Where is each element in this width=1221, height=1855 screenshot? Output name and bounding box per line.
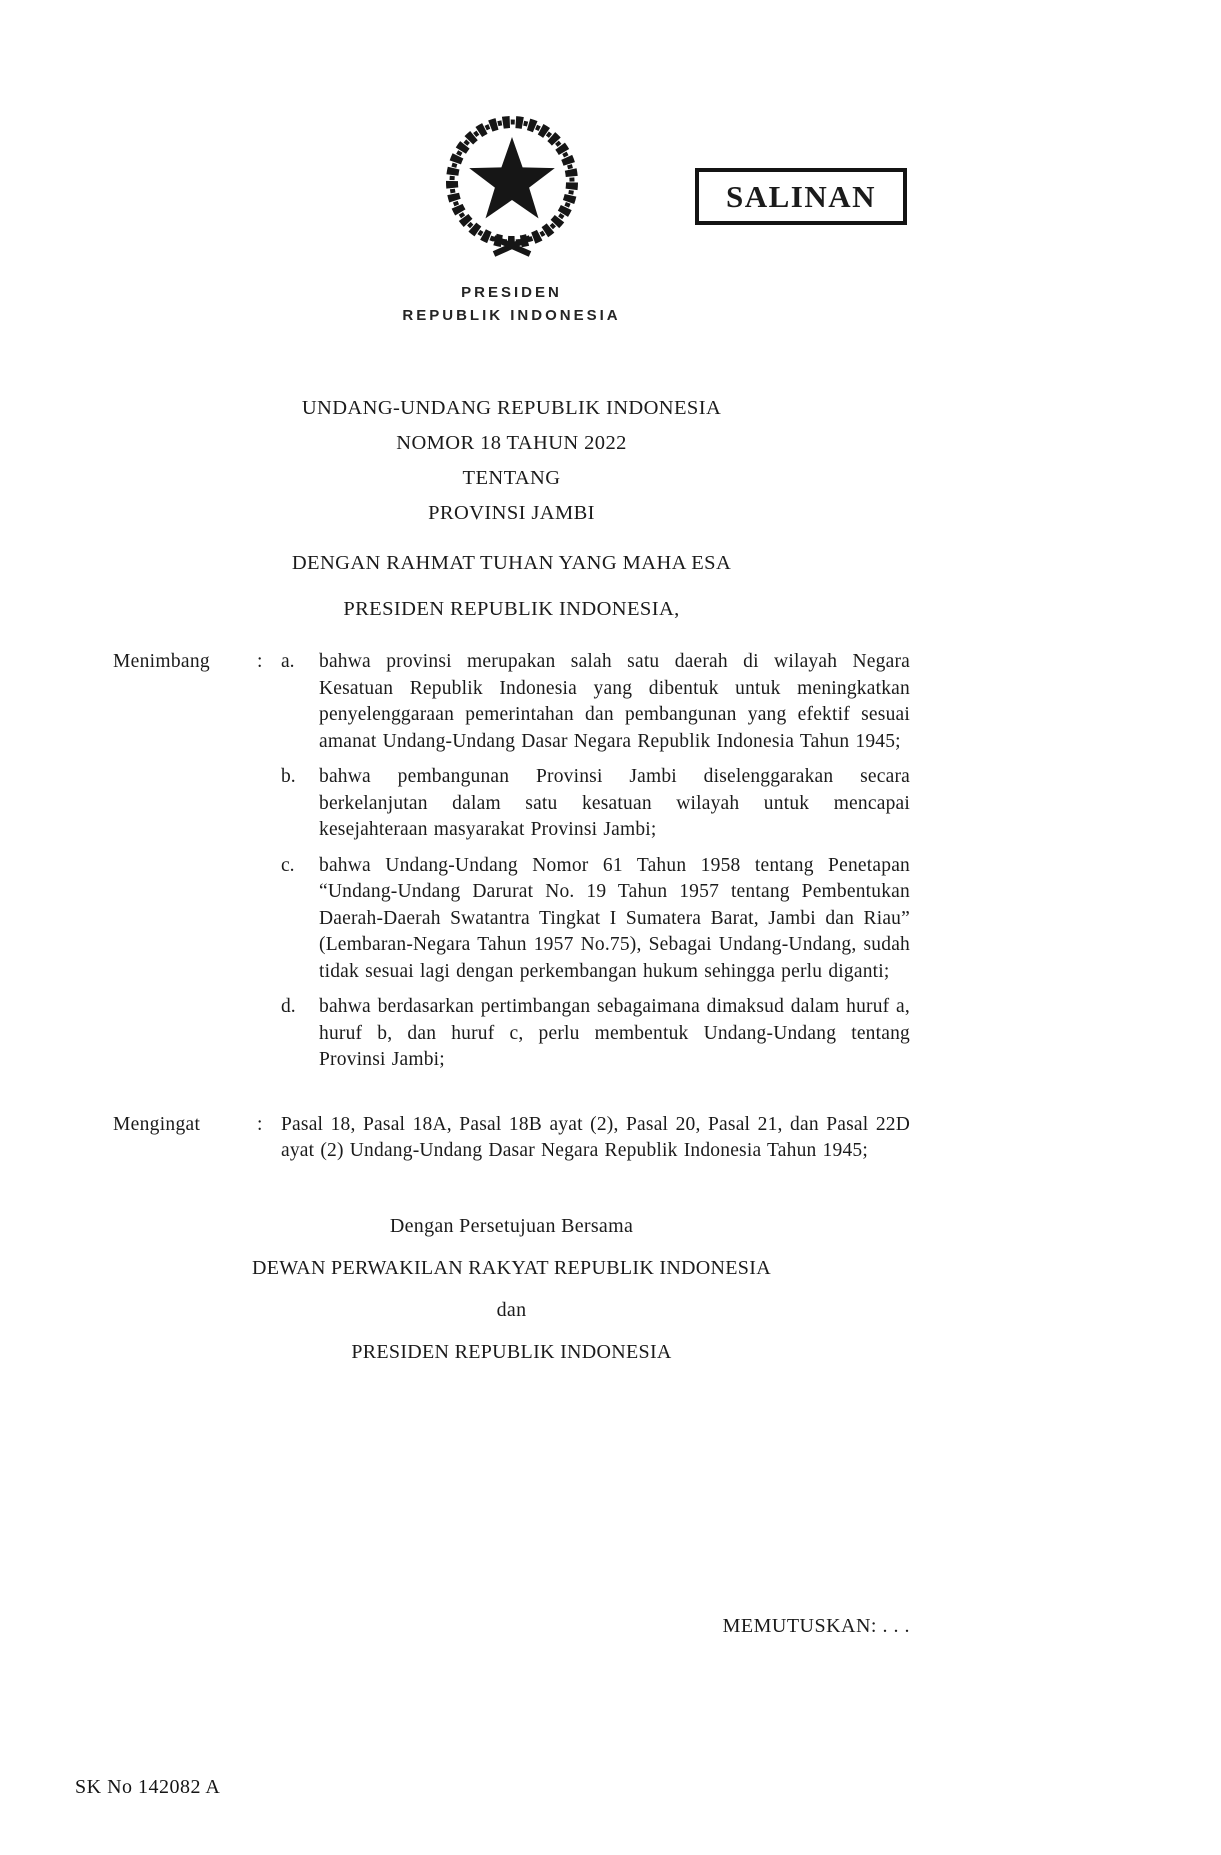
content-column [113,0,910,1638]
item-letter-b: b. [281,766,296,787]
agreement-line-2: DEWAN PERWAKILAN RAKYAT REPUBLIK INDONESIA [252,1256,771,1279]
title-line-2: NOMOR 18 TAHUN 2022 [396,432,627,454]
item-letter-a: a. [281,651,295,672]
considering-items [281,649,910,1074]
considering-clause [113,649,910,1074]
authority-line: PRESIDEN REPUBLIK INDONESIA, [343,598,680,620]
title-line-3: TENTANG [462,467,561,489]
item-text-d: bahwa berdasarkan pertimbangan sebagaimana dimaksud dalam huruf a, huruf b, dan huruf c, perlu membentuk Undang-Undang tentang Provinsi Jambi; [319,996,910,1070]
joint-agreement-block [113,1213,910,1365]
considering-colon: : [257,651,263,672]
recalling-clause [113,1112,910,1165]
considering-item-a [281,649,910,755]
agreement-line-4: PRESIDEN REPUBLIK INDONESIA [351,1340,672,1363]
sk-number: SK No 142082 A [75,1776,221,1798]
agreement-line-3: dan [496,1298,527,1321]
item-letter-d: d. [281,996,296,1017]
recalling-text: Pasal 18, Pasal 18A, Pasal 18B ayat (2), Pasal 20, Pasal 21, dan Pasal 22D ayat (2) Undang-Undang Dasar Negara Republik Indonesia Tahun 1945; [281,1113,910,1161]
star-wreath-seal-icon [428,108,596,266]
title-line-4: PROVINSI JAMBI [428,502,595,524]
item-letter-c: c. [281,854,295,876]
salinan-stamp-label: SALINAN [725,178,877,214]
item-text-b: bahwa pembangunan Provinsi Jambi diselenggarakan secara berkelanjutan dalam satu kesatuan wilayah untuk mencapai kesejahteraan masyarakat Provinsi Jambi; [319,766,910,840]
memutuskan-line: MEMUTUSKAN: . . . [722,1614,910,1637]
title-line-1: UNDANG-UNDANG REPUBLIK INDONESIA [301,397,722,419]
considering-item-d [281,994,910,1074]
recalling-colon: : [257,1113,263,1135]
considering-item-c [281,853,910,986]
item-text-c: bahwa Undang-Undang Nomor 61 Tahun 1958 tentang Penetapan “Undang-Undang Darurat No. 19 Tahun 1957 tentang Pembentukan Daerah-Daerah Swatantra Tingkat I Sumatera Barat, Jambi dan Riau” (Lembaran-Negara Tahun 1957 No.75), Sebagai Undang-Undang, sudah tidak sesuai lagi dengan perkembangan hukum sehingga perlu diganti; [319,854,910,982]
considering-label: Menimbang [113,651,210,672]
considering-item-b [281,764,910,844]
presidential-seal [427,108,597,271]
document-title [113,391,910,531]
item-text-a: bahwa provinsi merupakan salah satu daerah di wilayah Negara Kesatuan Republik Indonesia yang dibentuk untuk meningkatkan penyelenggaraan pemerintahan dan pembangunan yang efektif sesuai amanat Undang-Undang Dasar Negara Republik Indonesia Tahun 1945; [319,651,910,752]
letterhead [113,281,910,327]
recalling-items [281,1112,910,1165]
letterhead-republik-indonesia: REPUBLIK INDONESIA [402,307,621,324]
grace-line: DENGAN RAHMAT TUHAN YANG MAHA ESA [291,552,732,574]
letterhead-presiden: PRESIDEN [461,284,562,301]
agreement-line-1: Dengan Persetujuan Bersama [389,1214,634,1237]
recalling-label: Mengingat [113,1113,201,1135]
